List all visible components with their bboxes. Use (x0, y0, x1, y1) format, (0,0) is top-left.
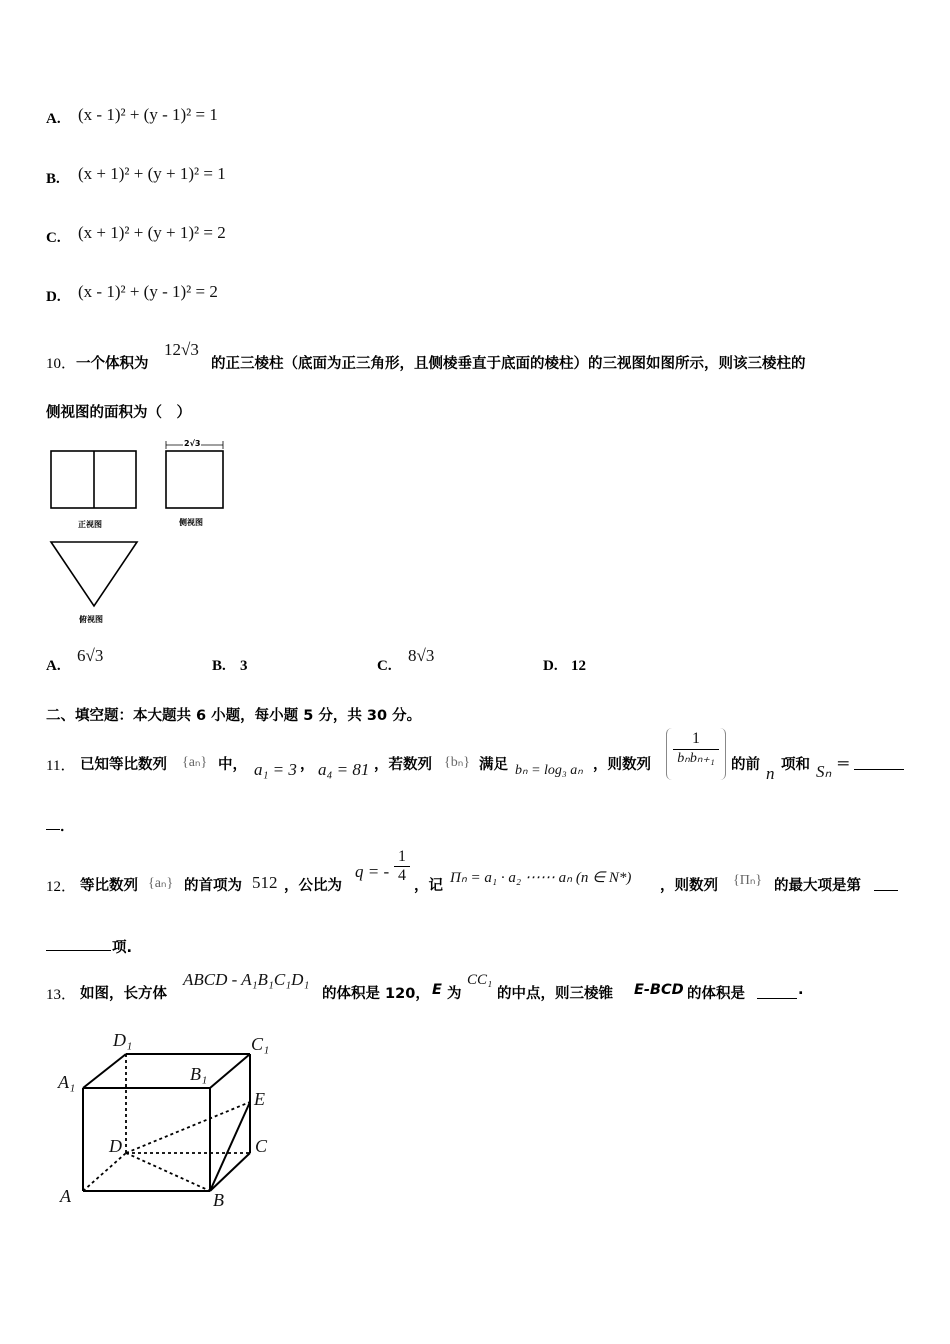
vertex-label-d1: D₁ (113, 1030, 133, 1050)
q12-q-den: 4 (398, 867, 406, 884)
q12-t3: ，公比为 (284, 878, 342, 894)
hidden-edge-A-D (83, 1153, 126, 1191)
q11-number: 11． (46, 758, 76, 774)
q11-t1: 已知等比数列 (80, 757, 167, 773)
q11-eq: ＝ (836, 757, 851, 773)
edge-A1-D1 (83, 1054, 126, 1088)
q11-t3: ，若数列 (374, 757, 432, 773)
q12-q-fraction (394, 848, 410, 885)
q13-e: E (432, 982, 442, 998)
q11-seq-a: {aₙ} (182, 755, 208, 770)
q10-text-c: 侧视图的面积为（ ） (46, 405, 191, 421)
option-d (46, 286, 61, 306)
q10-line1 (46, 352, 149, 373)
q12-seq2: {Πₙ} (733, 873, 763, 888)
q10-volume: 12√3 (164, 340, 199, 359)
top-view-label: 俯视图 (79, 615, 103, 624)
section-heading: 二、填空题：本大题共 6 小题，每小题 5 分，共 30 分。 (46, 708, 422, 724)
option-letter: D. (46, 289, 61, 305)
vertex-label-c1: C₁ (251, 1034, 270, 1054)
q12-pi: Πₙ = a₁ · a₂ ⋯⋯ aₙ (n ∈ N*) (450, 870, 632, 886)
q10-choice-a-value: 6√3 (77, 646, 104, 665)
q11-answer-blank-cont[interactable] (46, 815, 60, 830)
option-a (46, 108, 61, 128)
q10-choice-c-letter: C. (377, 658, 392, 674)
q10-choice-b-letter: B. (212, 658, 226, 674)
side-view (166, 451, 223, 508)
vertex-label-b: B (213, 1190, 224, 1210)
vertex-label-d: D (109, 1136, 122, 1156)
q11-sn: Sₙ (816, 762, 832, 781)
option-a-expr: (x - 1)² + (y - 1)² = 1 (78, 105, 218, 124)
q11-seq-b: {bₙ} (444, 755, 471, 770)
vertex-label-e: E (254, 1089, 265, 1109)
vertex-label-b1: B₁ (190, 1064, 208, 1084)
vertex-label-c: C (255, 1136, 268, 1156)
q13-t5: 的体积是 (687, 986, 745, 1002)
vertex-label-a1: A₁ (58, 1072, 76, 1092)
q10-choice-a-letter: A. (46, 658, 61, 674)
q10-choice-c-value: 8√3 (408, 646, 435, 665)
q13-ebcd: E-BCD (634, 982, 684, 998)
q11-frac-den: bₙbₙ₊₁ (677, 751, 715, 766)
q12-t4: ，记 (414, 878, 443, 894)
q11-n: n (766, 764, 775, 783)
q10-text-a: 一个体积为 (76, 356, 149, 372)
q13-t4: 的中点，则三棱锥 (497, 986, 613, 1002)
q12-q-num: 1 (398, 848, 406, 865)
q12-seq: {aₙ} (148, 876, 174, 891)
q10-choice-b-value: 3 (240, 658, 248, 674)
q11-t6: 的前 (731, 757, 760, 773)
q13-t2: 的体积是 120， (322, 986, 430, 1002)
option-letter: B. (46, 171, 60, 187)
option-d-expr: (x - 1)² + (y - 1)² = 2 (78, 282, 218, 301)
q12-t5: ，则数列 (660, 878, 718, 894)
q13-body: ABCD - A₁B₁C₁D₁ (183, 970, 310, 989)
q13-answer-blank[interactable] (757, 984, 797, 999)
edge-B-C (210, 1153, 250, 1191)
top-view (51, 542, 137, 606)
vertex-label-a: A (60, 1186, 71, 1206)
q11-a1: a₁ = 3 (254, 760, 297, 779)
q11-bdef: bₙ = log₃ aₙ (515, 763, 583, 778)
q12-answer-blank[interactable] (874, 876, 898, 891)
front-view-label: 正视图 (78, 520, 102, 529)
side-dimension-label: 2√3 (184, 439, 201, 448)
q12-t2: 的首项为 (184, 878, 242, 894)
option-b (46, 168, 60, 188)
q11-t2: 中， (218, 757, 247, 773)
q12-end: 项. (112, 940, 133, 956)
q12-answer-blank-cont[interactable] (46, 936, 111, 951)
q12-first: 512 (252, 873, 278, 892)
q10-text-b: 的正三棱柱（底面为正三角形，且侧棱垂直于底面的棱柱）的三视图如图所示，则该三棱柱的 (211, 356, 806, 372)
q12-t1: 等比数列 (80, 878, 138, 894)
q13-number: 13． (46, 987, 77, 1003)
option-b-expr: (x + 1)² + (y + 1)² = 1 (78, 164, 226, 183)
q12-t6: 的最大项是第 (774, 878, 861, 894)
q10-choice-d-value: 12 (571, 658, 586, 674)
edge-B1-C1 (210, 1054, 250, 1088)
q13-end: . (798, 982, 804, 998)
q11-a4: a₄ = 81 (318, 760, 370, 779)
q11-comma: ， (300, 757, 315, 773)
q13-cc: CC₁ (467, 972, 493, 988)
q12-q: q = - (355, 862, 390, 881)
option-letter: A. (46, 111, 61, 127)
q11-end: ． (60, 819, 75, 835)
q11-t4: 满足 (479, 757, 508, 773)
q11-frac-num: 1 (692, 730, 700, 747)
q11-t5: ，则数列 (593, 757, 651, 773)
q11-fraction (666, 728, 726, 780)
q10-number: 10． (46, 356, 77, 372)
q11-t7: 项和 (781, 757, 810, 773)
option-c (46, 227, 61, 247)
q10-choice-d-letter: D. (543, 658, 558, 674)
side-view-label: 侧视图 (179, 518, 203, 527)
hidden-edge-D-B (126, 1153, 210, 1191)
option-letter: C. (46, 230, 61, 246)
three-view-figure (45, 436, 245, 628)
q13-t3: 为 (447, 986, 462, 1002)
q13-t1: 如图，长方体 (80, 986, 167, 1002)
q12-number: 12． (46, 879, 77, 895)
q11-answer-blank[interactable] (854, 755, 904, 770)
option-c-expr: (x + 1)² + (y + 1)² = 2 (78, 223, 226, 242)
